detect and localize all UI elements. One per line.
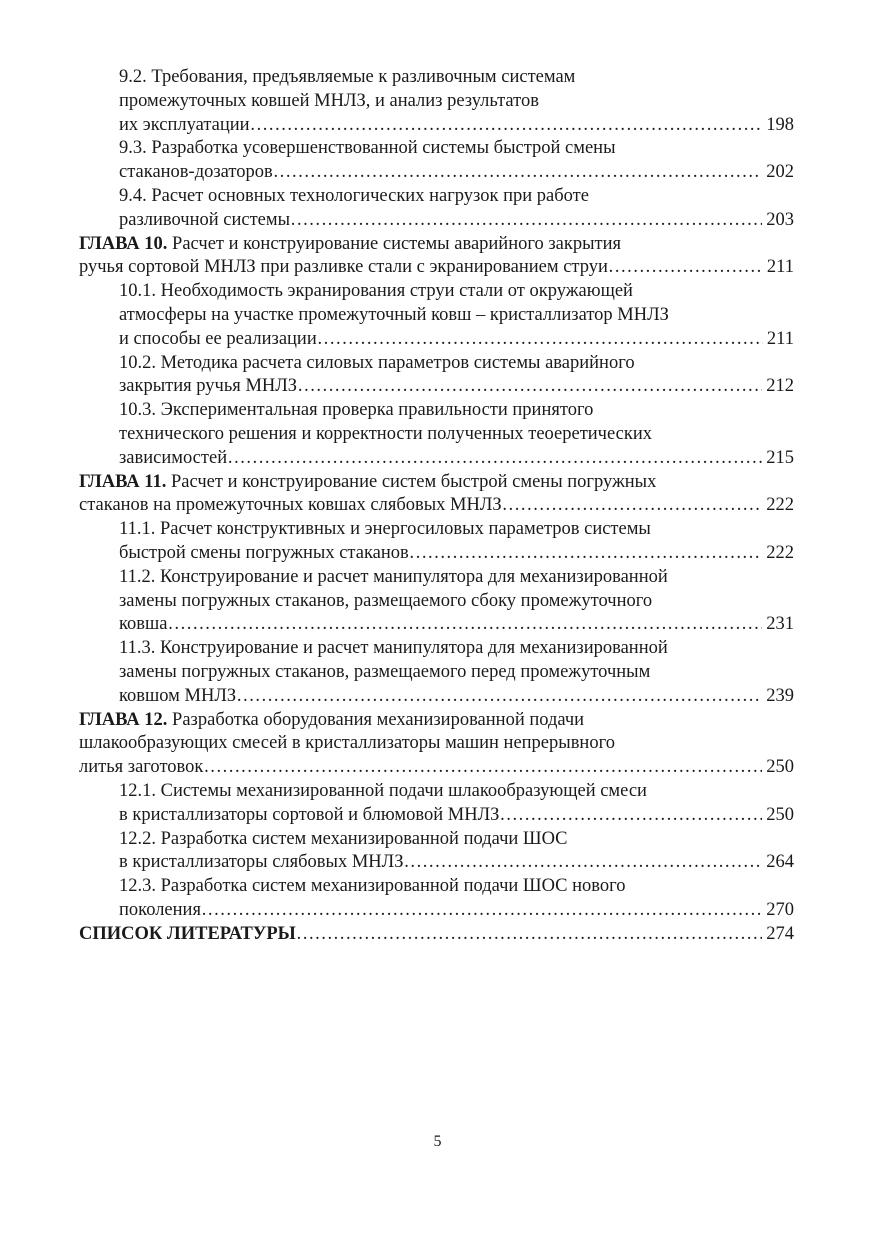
toc-page-number: 198: [766, 114, 794, 135]
toc-entry-text: литья заготовок: [79, 757, 204, 778]
toc-entry-line: [79, 233, 794, 257]
toc-entry-text: 10.2. Методика расчета силовых параметров системы аварийного: [119, 352, 635, 373]
toc-entry-text: разливочной системы: [119, 209, 291, 230]
toc-chapter-entry: [79, 233, 794, 281]
dot-leader: [499, 804, 762, 828]
toc-page-number: 202: [766, 162, 794, 183]
toc-page-number: 239: [766, 685, 794, 706]
toc-entry-lastline: [119, 375, 794, 399]
toc-entry-text: их эксплуатации: [119, 114, 250, 135]
toc-entry-lastline: [79, 256, 794, 280]
toc-entry-line: [119, 566, 794, 590]
toc-subentry: [79, 780, 794, 828]
toc-entry-text: 11.3. Конструирование и расчет манипулятора для механизированной: [119, 638, 668, 659]
dot-leader: [201, 899, 762, 923]
toc-subentry: [79, 66, 794, 137]
dot-leader: [502, 494, 763, 518]
toc-entry-line: [119, 423, 794, 447]
toc-page-number: 215: [766, 447, 794, 468]
dot-leader: [236, 685, 762, 709]
toc-entry-text: 10.3. Экспериментальная проверка правильности принятого: [119, 400, 594, 421]
toc-page-number: 264: [766, 852, 794, 873]
toc-entry-text: стаканов-дозаторов: [119, 162, 273, 183]
toc-entry-lastline: [119, 804, 794, 828]
toc-entry-lastline: [119, 851, 794, 875]
toc-entry-text: технического решения и корректности полученных теоеретических: [119, 423, 653, 444]
toc-entry-lastline: [119, 542, 794, 566]
toc-entry-line: [79, 732, 794, 756]
toc-subentry: [79, 518, 794, 566]
page-number: 5: [433, 1133, 442, 1150]
toc-entry-text: 11.1. Расчет конструктивных и энергосиловых параметров системы: [119, 519, 651, 540]
toc-page-number: 250: [766, 757, 794, 778]
toc-entry-line: [119, 185, 794, 209]
toc-entry-lastline: [79, 494, 794, 518]
toc-entry-line: [119, 304, 794, 328]
toc-subentry: [79, 637, 794, 708]
toc-entry-lastline: [119, 328, 794, 352]
toc-page-number: 274: [766, 923, 794, 944]
dot-leader: [203, 756, 762, 780]
dot-leader: [250, 114, 763, 138]
toc-entry-text: замены погружных стаканов, размещаемого перед промежуточным: [119, 661, 651, 682]
toc-subentry: [79, 280, 794, 351]
toc-entry-text: Расчет и конструирование систем быстрой смены погружных: [166, 471, 657, 492]
toc-entry-text: 11.2. Конструирование и расчет манипулятора для механизированной: [119, 566, 668, 587]
dot-leader: [273, 161, 763, 185]
dot-leader: [317, 328, 763, 352]
dot-leader: [297, 375, 762, 399]
dot-leader: [290, 209, 762, 233]
toc-entry-line: [119, 590, 794, 614]
toc-subentry: [79, 399, 794, 470]
toc-entry-text: 12.2. Разработка систем механизированной подачи ШОС: [119, 828, 568, 849]
toc-entry-line: [119, 352, 794, 376]
toc-entry-line: [119, 399, 794, 423]
toc-entry-lastline: [119, 447, 794, 471]
toc-entry-lastline: [119, 685, 794, 709]
toc-entry-lastline: [79, 923, 794, 947]
toc-entry-lastline: [119, 114, 794, 138]
dot-leader: [608, 256, 763, 280]
toc-page-number: 211: [766, 257, 794, 278]
toc-entry-lastline: [79, 756, 794, 780]
toc-entry-line: [119, 280, 794, 304]
toc-entry-text: 9.2. Требования, предъявляемые к разливочным системам: [119, 67, 576, 87]
toc-subentry: [79, 352, 794, 400]
toc-page-number: 222: [766, 542, 794, 563]
table-of-contents: [79, 66, 794, 946]
toc-subentry: [79, 137, 794, 185]
toc-subentry: [79, 875, 794, 923]
toc-subentry: [79, 828, 794, 876]
toc-entry-text: 12.1. Системы механизированной подачи шлакообразующей смеси: [119, 780, 647, 801]
toc-page-number: 222: [766, 495, 794, 516]
toc-page-number: 250: [766, 804, 794, 825]
toc-entry-line: [119, 661, 794, 685]
toc-entry-text: поколения: [119, 899, 201, 920]
chapter-label: ГЛАВА 12.: [79, 709, 168, 730]
toc-entry-text: ручья сортовой МНЛЗ при разливке стали с экранированием струи: [79, 257, 608, 278]
toc-page-number: 270: [766, 899, 794, 920]
toc-entry-text: Разработка оборудования механизированной подачи: [167, 709, 585, 730]
toc-entry-text: атмосферы на участке промежуточный ковш – кристаллизатор МНЛЗ: [119, 304, 669, 325]
dot-leader: [403, 851, 762, 875]
toc-chapter-entry: [79, 923, 794, 947]
dot-leader: [296, 923, 762, 947]
toc-entry-text: 12.3. Разработка систем механизированной подачи ШОС нового: [119, 876, 626, 897]
toc-entry-lastline: [119, 209, 794, 233]
toc-entry-lastline: [119, 899, 794, 923]
toc-page-number: 211: [766, 328, 794, 349]
toc-entry-line: [119, 137, 794, 161]
toc-entry-text: зависимостей: [119, 447, 228, 468]
toc-entry-line: [119, 780, 794, 804]
toc-entry-text: 9.4. Расчет основных технологических нагрузок при работе: [119, 185, 589, 206]
toc-entry-text: в кристаллизаторы сортовой и блюмовой МНЛЗ: [119, 804, 500, 825]
toc-entry-text: 10.1. Необходимость экранирования струи стали от окружающей: [119, 281, 633, 302]
toc-entry-line: [119, 518, 794, 542]
toc-subentry: [79, 185, 794, 233]
toc-entry-text: промежуточных ковшей МНЛЗ, и анализ результатов: [119, 90, 539, 111]
toc-entry-text: быстрой смены погружных стаканов: [119, 542, 409, 563]
toc-entry-line: [79, 709, 794, 733]
chapter-label: ГЛАВА 11.: [79, 471, 167, 492]
toc-entry-text: и способы ее реализации: [119, 328, 317, 349]
toc-entry-line: [119, 828, 794, 852]
toc-entry-text: ковшом МНЛЗ: [119, 685, 237, 706]
chapter-label: СПИСОК ЛИТЕРАТУРЫ: [79, 923, 296, 944]
dot-leader: [409, 542, 763, 566]
toc-entry-lastline: [119, 613, 794, 637]
toc-entry-line: [79, 471, 794, 495]
dot-leader: [168, 613, 763, 637]
toc-entry-text: в кристаллизаторы слябовых МНЛЗ: [119, 852, 404, 873]
toc-entry-text: замены погружных стаканов, размещаемого сбоку промежуточного: [119, 590, 653, 611]
toc-page-number: 231: [766, 614, 794, 635]
toc-subentry: [79, 566, 794, 637]
toc-entry-line: [119, 637, 794, 661]
toc-entry-text: стаканов на промежуточных ковшах слябовых МНЛЗ: [79, 495, 502, 516]
chapter-label: ГЛАВА 10.: [79, 233, 168, 254]
toc-entry-line: [119, 90, 794, 114]
toc-page-number: 212: [766, 376, 794, 397]
toc-entry-text: закрытия ручья МНЛЗ: [119, 376, 298, 397]
toc-entry-lastline: [119, 161, 794, 185]
toc-entry-text: шлакообразующих смесей в кристаллизаторы машин непрерывного: [79, 733, 615, 754]
toc-entry-line: [119, 66, 794, 90]
toc-page-number: 203: [766, 209, 794, 230]
toc-entry-text: ковша: [119, 614, 168, 635]
dot-leader: [227, 447, 762, 471]
toc-entry-line: [119, 875, 794, 899]
toc-chapter-entry: [79, 471, 794, 519]
toc-entry-text: 9.3. Разработка усовершенствованной системы быстрой смены: [119, 138, 616, 159]
toc-entry-text: Расчет и конструирование системы аварийного закрытия: [167, 233, 622, 254]
toc-chapter-entry: [79, 709, 794, 780]
